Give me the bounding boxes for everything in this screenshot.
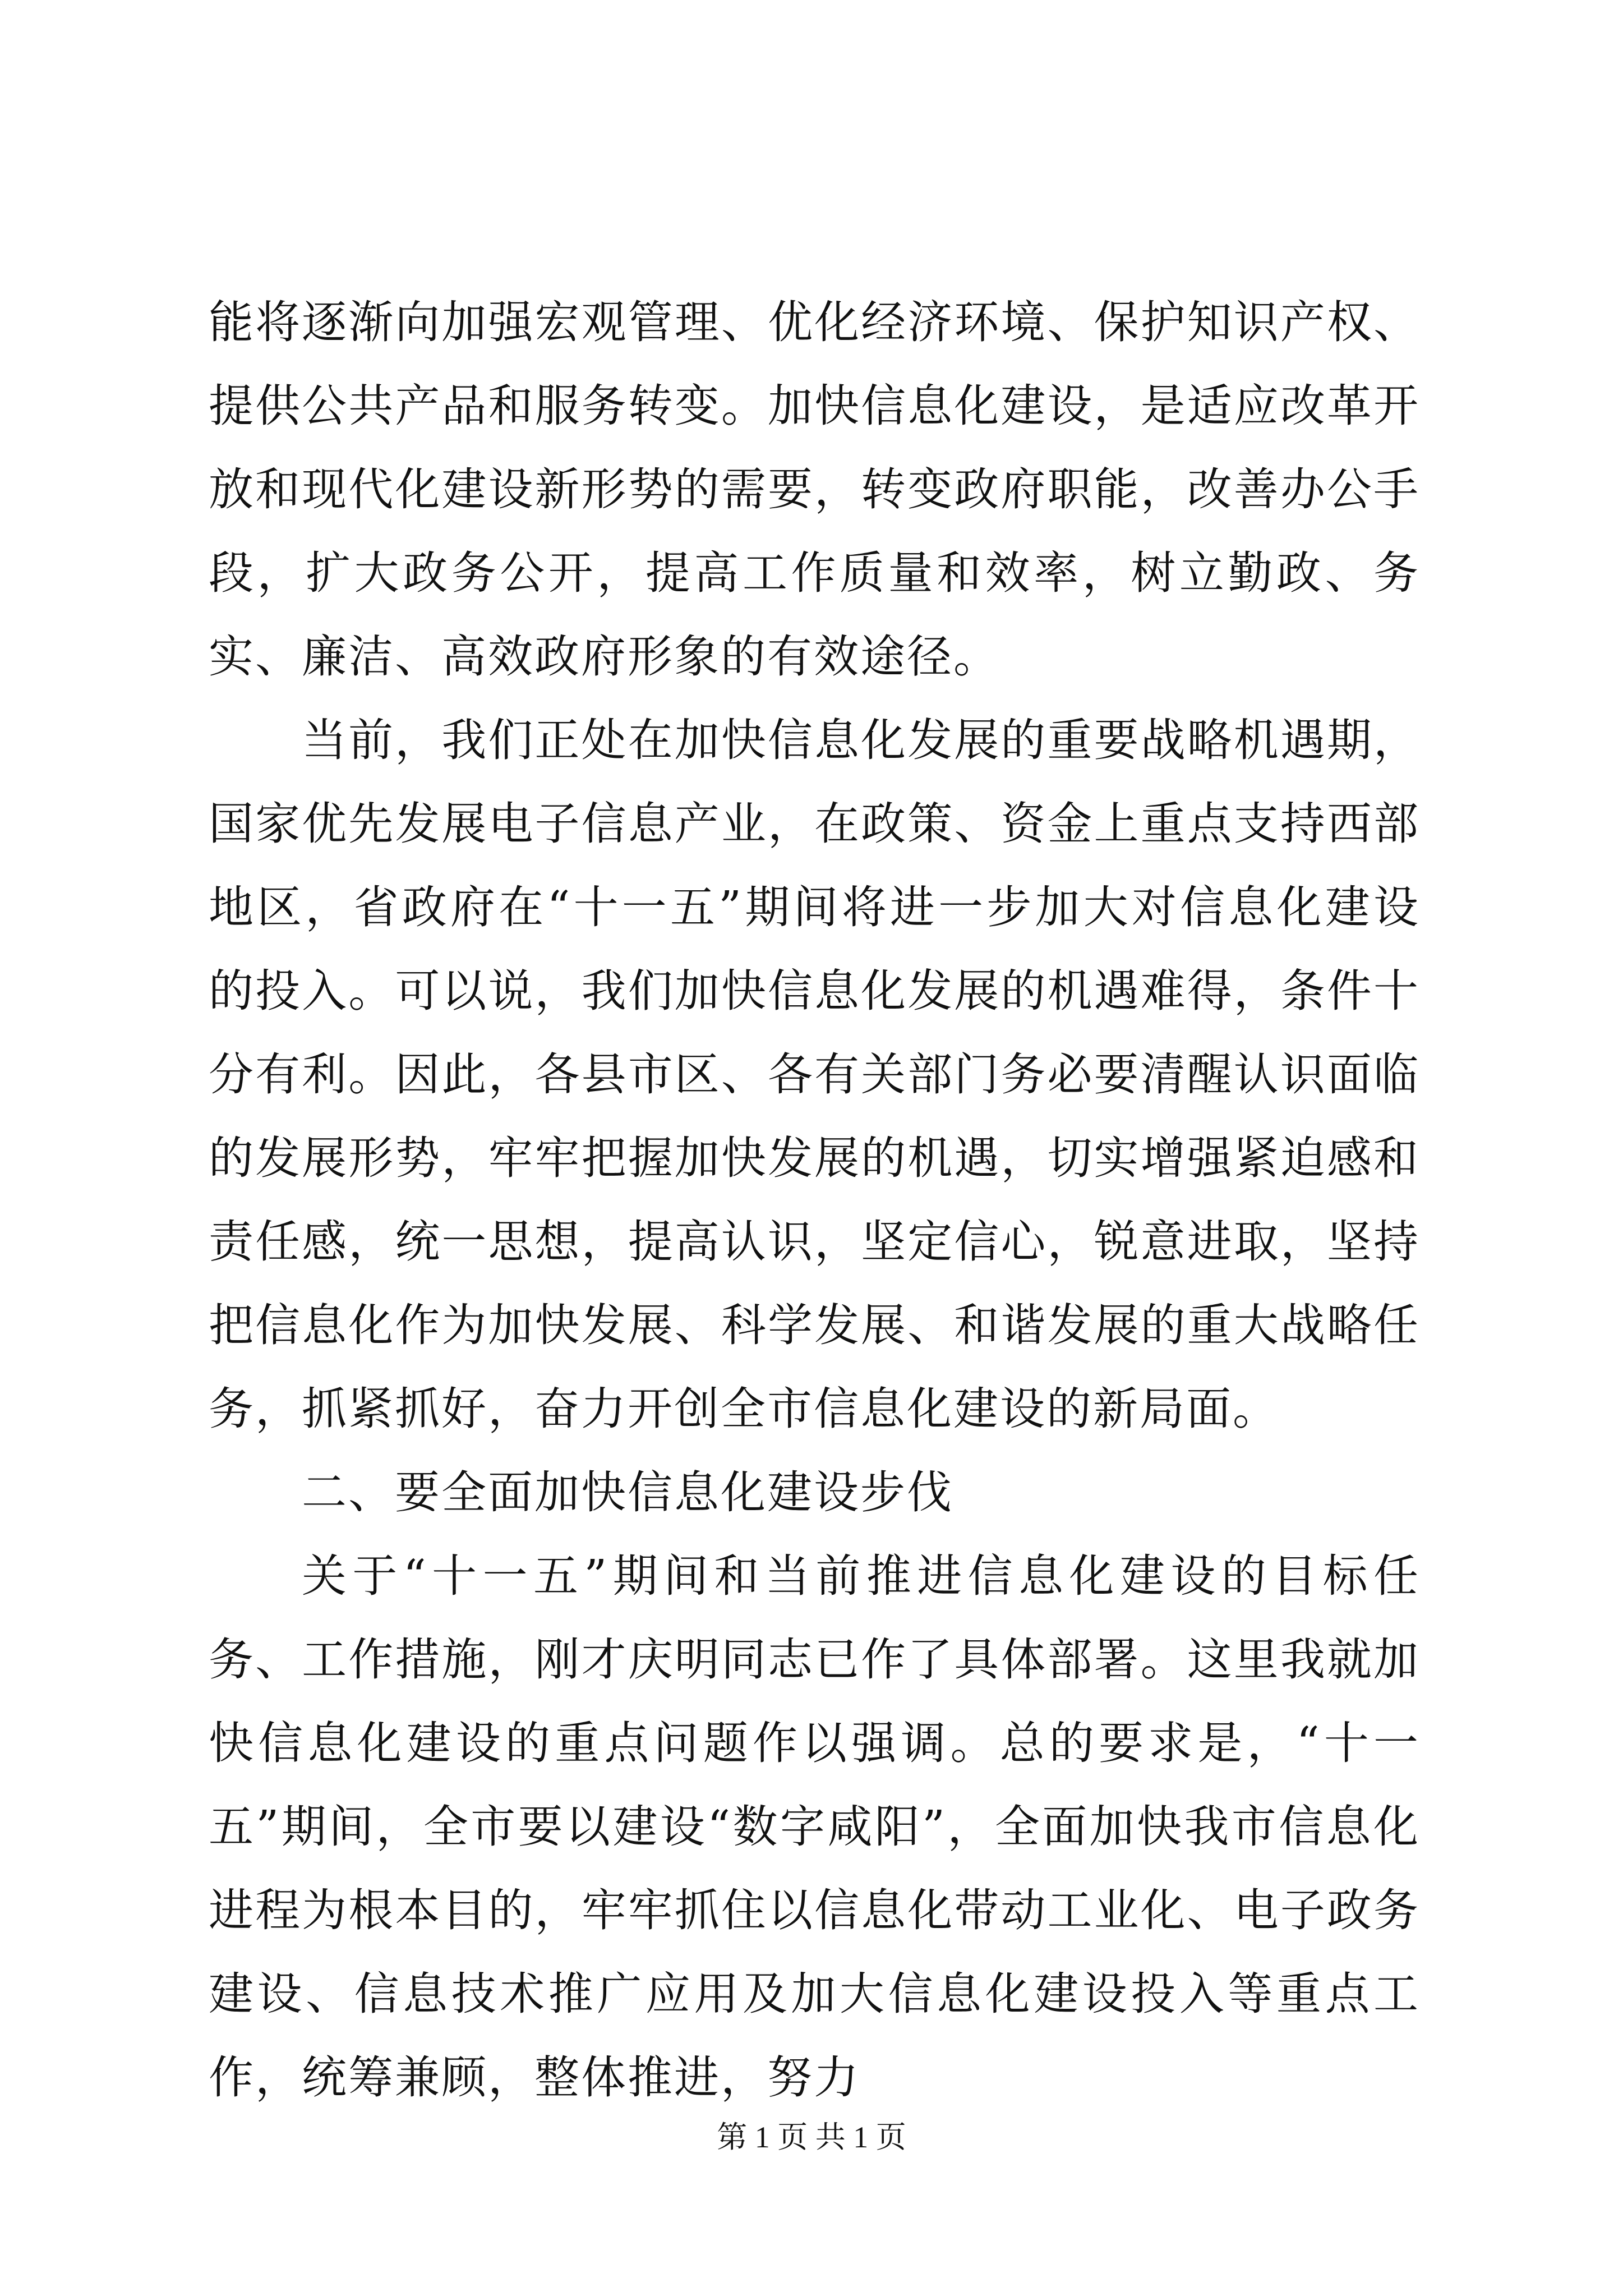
document-body: [209, 280, 1420, 2119]
paragraph-2: 当前，我们正处在加快信息化发展的重要战略机遇期，国家优先发展电子信息产业，在政策、资金上重点支持西部地区，省政府在“十一五”期间将进一步加大对信息化建设的投入。可以说，我们加快信息化发展的机遇难得，条件十分有利。因此，各县市区、各有关部门务必要清醒认识面临的发展形势，牢牢把握加快发展的机遇，切实增强紧迫感和责任感，统一思想，提高认识，坚定信心，锐意进取，坚持把信息化作为加快发展、科学发展、和谐发展的重大战略任务，抓紧抓好，奋力开创全市信息化建设的新局面。: [209, 714, 1420, 1435]
page-number-footer: 第 1 页 共 1 页: [717, 2120, 906, 2154]
section-heading: 二、要全面加快信息化建设步伐: [302, 1466, 953, 1519]
paragraph-1: 能将逐渐向加强宏观管理、优化经济环境、保护知识产权、提供公共产品和服务转变。加快信息化建设，是适应改革开放和现代化建设新形势的需要，转变政府职能，改善办公手段，扩大政务公开，提高工作质量和效率，树立勤政、务实、廉洁、高效政府形象的有效途径。: [209, 296, 1420, 683]
paragraph-3: 关于“十一五”期间和当前推进信息化建设的目标任务、工作措施，刚才庆明同志已作了具体部署。这里我就加快信息化建设的重点问题作以强调。总的要求是，“十一五”期间，全市要以建设“数字咸阳”，全面加快我市信息化进程为根本目的，牢牢抓住以信息化带动工业化、电子政务建设、信息技术推广应用及加大信息化建设投入等重点工作，统筹兼顾，整体推进，努力: [209, 1550, 1420, 2104]
